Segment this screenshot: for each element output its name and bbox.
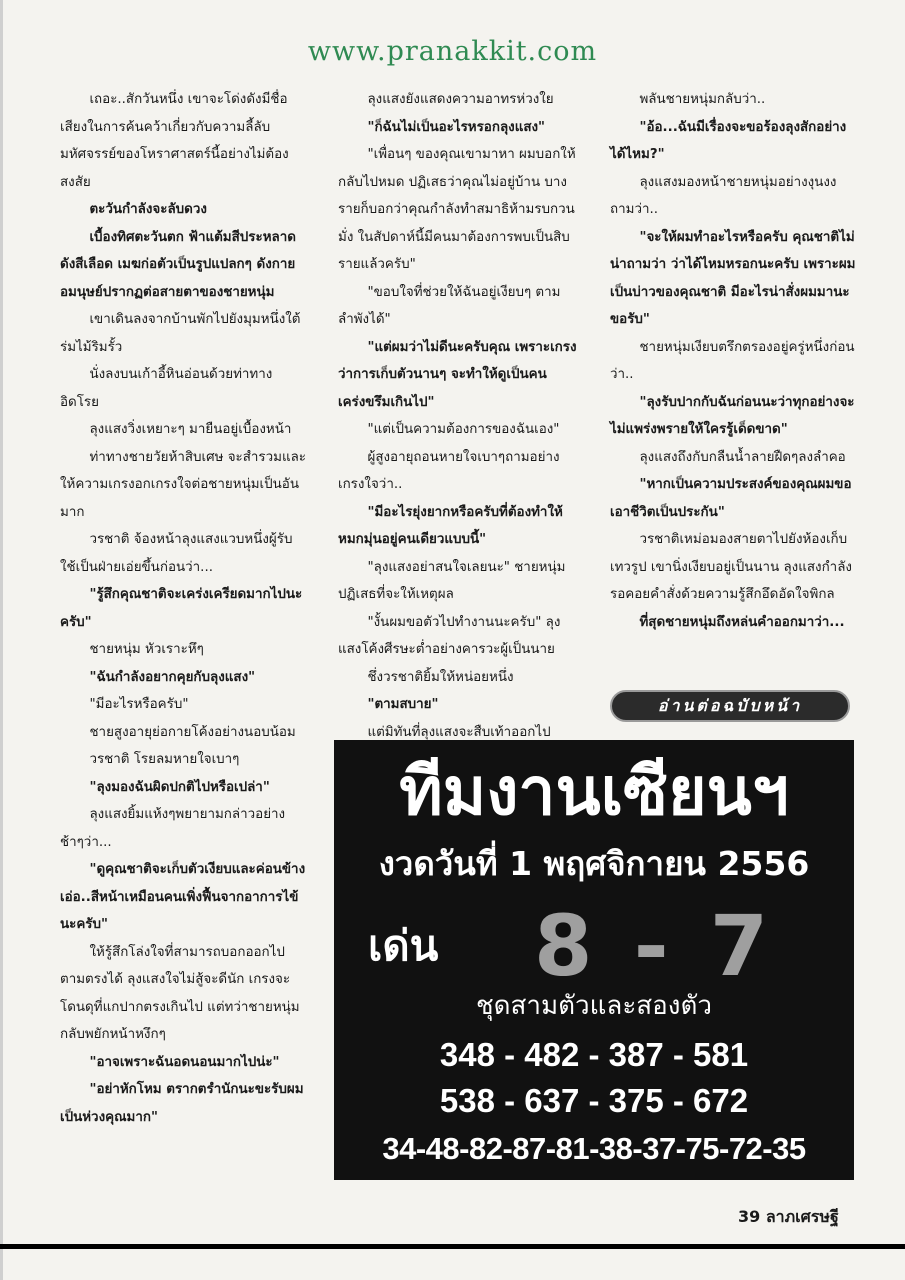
article-paragraph: "หากเป็นความประสงค์ของคุณผมขอเอาชีวิตเป็นประกัน"	[610, 477, 852, 520]
ad-hot-numbers: 8 - 7	[534, 897, 775, 995]
article-paragraph: ลุงแสงมองหน้าชายหนุ่มอย่างงุนงงถามว่า..	[610, 174, 837, 217]
article-paragraph: ชายหนุ่มเงียบตรึกตรองอยู่ครู่หนึ่งก่อนว่า..	[610, 339, 855, 382]
bottom-rule	[0, 1244, 905, 1249]
article-paragraph: ลุงแสงวิ่งเหยาะๆ มายืนอยู่เบื้องหน้า	[89, 422, 292, 437]
article-paragraph: พลันชายหนุ่มกลับว่า..	[639, 92, 766, 107]
article-paragraph: "แต่ผมว่าไม่ดีนะครับคุณ เพราะเกรงว่าการเก็บตัวนานๆ จะทำให้ดูเป็นคนเคร่งขรึมเกินไป"	[338, 339, 577, 410]
page-number: 39	[738, 1207, 761, 1226]
article-paragraph: "มีอะไรหรือครับ"	[89, 697, 189, 712]
article-paragraph: "อาจเพราะฉันอดนอนมากไปน่ะ"	[89, 1054, 280, 1070]
article-paragraph: "รู้สึกคุณชาติจะเคร่งเครียดมากไปนะครับ"	[60, 587, 303, 630]
article-paragraph: "ก็ฉันไม่เป็นอะไรหรอกลุงแสง"	[367, 119, 546, 135]
article-paragraph: ชึ่งวรชาติยิ้มให้หน่อยหนึ่ง	[367, 669, 514, 685]
article-paragraph: "แต่เป็นความต้องการของฉันเอง"	[367, 422, 560, 437]
article-column-1	[60, 86, 308, 1131]
ad-two-digit-row: 34-48-82-87-81-38-37-75-72-35	[382, 1131, 806, 1166]
article-paragraph: "ดูคุณชาติจะเก็บตัวเงียบและค่อนข้าง เอ่อ..สีหน้าเหมือนคนเพิ่งฟื้นจากอาการไข้นะครับ"	[60, 862, 306, 932]
watermark-url: www.pranakkit.com	[307, 36, 598, 67]
ad-three-digit-row-2: 538 - 637 - 375 - 672	[439, 1082, 749, 1119]
article-paragraph: "ลุงรับปากกับฉันก่อนนะว่าทุกอย่างจะไม่แพร่งพรายให้ใครรู้เด็ดขาด"	[610, 394, 855, 437]
article-paragraph: "ลุงแสงอย่าสนใจเลยนะ" ชายหนุ่มปฏิเสธที่จะให้เหตุผล	[338, 559, 566, 602]
article-paragraph: "ฉันกำลังอยากคุยกับลุงแสง"	[89, 669, 256, 685]
article-paragraph: ลุงแสงยิ้มแห้งๆพยายามกล่าวอย่างช้าๆว่า...	[60, 807, 286, 850]
article-paragraph: "อ้อ...ฉันมีเรื่องจะขอร้องลุงสักอย่างได้ไหม?"	[610, 119, 847, 162]
article-paragraph: ที่สุดชายหนุ่มถึงหล่นคำออกมาว่า...	[639, 614, 845, 630]
ad-hot-label: เด่น	[368, 921, 439, 970]
article-paragraph: ผู้สูงอายุถอนหายใจเบาๆถามอย่างเกรงใจว่า..	[338, 449, 560, 492]
ad-three-digit-row-1: 348 - 482 - 387 - 581	[439, 1036, 749, 1073]
article-paragraph: "ตามสบาย"	[367, 697, 439, 712]
magazine-name: ลาภเศรษฐี	[765, 1207, 839, 1226]
ad-subtitle: ชุดสามตัวและสองตัว	[476, 991, 712, 1021]
article-paragraph: ท่าทางชายวัยห้าสิบเศษ จะสำรวมและให้ความเกรงอกเกรงใจต่อชายหนุ่มเป็นอันมาก	[60, 449, 306, 520]
article-paragraph: นั่งลงบนเก้าอี้หินอ่อนด้วยท่าทางอิดโรย	[60, 367, 273, 410]
ad-draw-date: งวดวันที่ 1 พฤศจิกายน 2556	[378, 844, 810, 883]
article-paragraph: ให้รู้สึกโล่งใจที่สามารถบอกออกไปตามตรงได้ ลุงแสงใจไม่สู้จะดีนัก เกรงจะโดนดุที่แกปากตรงเกินไป แต่ทว่าชายหนุ่มกลับพยักหน้าหงึกๆ	[60, 944, 300, 1042]
read-next-banner: อ่านต่อฉบับหน้า	[610, 690, 850, 722]
article-paragraph: วรชาติเหม่อมองสายตาไปยังห้องเก็บเทวรูป เขานิ่งเงียบอยู่เป็นนาน ลุงแสงกำลังรอคอยคำสั่งด้วยความรู้สึกอึดอัดใจพิกล	[610, 532, 852, 602]
article-paragraph: เขาเดินลงจากบ้านพักไปยังมุมหนึ่งใต้ร่มไม้ริมรั้ว	[60, 312, 301, 355]
article-column-3	[610, 86, 858, 636]
article-column-2	[338, 86, 581, 746]
article-paragraph: "อย่าหักโหม ตรากตรำนักนะขะรับผมเป็นห่วงคุณมาก"	[60, 1082, 304, 1125]
lottery-ad-box	[334, 740, 854, 1180]
article-paragraph: "จะให้ผมทำอะไรหรือครับ คุณชาติไม่น่าถามว่า ว่าได้ไหมหรอกนะครับ เพราะผมเป็นบ่าวของคุณชาติ มีอะไรน่าสั่งผมมานะขอรับ"	[610, 229, 856, 327]
article-paragraph: เบื้องทิศตะวันตก ฟ้าแต้มสีประหลาดดังสีเลือด เมฆก่อตัวเป็นรูปแปลกๆ ดังกายอมนุษย์ปรากฏต่อสายตาของชายหนุ่ม	[60, 229, 296, 300]
article-paragraph: "เพื่อนๆ ของคุณเขามาหา ผมบอกให้กลับไปหมด ปฏิเสธว่าคุณไม่อยู่บ้าน บางรายก็บอกว่าคุณกำลังทำสมาธิห้ามรบกวนมั่ง ในสัปดาห์นี้มีคนมาต้องการพบเป็นสิบรายแล้วครับ"	[338, 147, 576, 272]
article-paragraph: แต่มิทันที่ลุงแสงจะสืบเท้าออกไป	[367, 724, 551, 740]
article-paragraph: "ขอบใจที่ช่วยให้ฉันอยู่เงียบๆ ตามลำพังได้"	[338, 284, 561, 327]
article-paragraph: วรชาติ โรยลมหายใจเบาๆ	[89, 752, 240, 767]
article-paragraph: ลุงแสงถึงกับกลืนน้ำลายฝืดๆลงลำคอ	[639, 449, 846, 465]
article-paragraph: "งั้นผมขอตัวไปทำงานนะครับ" ลุงแสงโค้งศีรษะต่ำอย่างคารวะผู้เป็นนาย	[338, 614, 561, 657]
article-paragraph: ชายหนุ่ม หัวเราะหึๆ	[89, 642, 204, 657]
article-paragraph: ลุงแสงยังแสดงความอาทรห่วงใย	[367, 92, 554, 107]
article-paragraph: ตะวันกำลังจะลับดวง	[89, 202, 207, 217]
page-edge	[0, 0, 3, 1280]
article-paragraph: "ลุงมองฉันผิดปกติไปหรือเปล่า"	[89, 779, 270, 795]
article-paragraph: เถอะ..สักวันหนึ่ง เขาจะโด่งดังมีชื่อเสียงในการค้นคว้าเกี่ยวกับความลี้ลับมหัศจรรย์ของโหราศาสตร์นี้อย่างไม่ต้องสงสัย	[60, 92, 289, 190]
article-paragraph: ชายสูงอายุย่อกายโค้งอย่างนอบน้อม	[89, 724, 296, 740]
page-folio	[738, 1205, 839, 1230]
article-paragraph: วรชาติ จ้องหน้าลุงแสงแวบหนึ่งผู้รับใช้เป็นฝ่ายเอ่ยขึ้นก่อนว่า...	[60, 532, 293, 575]
article-paragraph: "มีอะไรยุ่งยากหรือครับที่ต้องทำให้หมกมุ่นอยู่คนเดียวแบบนี้"	[338, 504, 563, 547]
ad-title: ทีมงานเซียนฯ	[399, 753, 789, 830]
